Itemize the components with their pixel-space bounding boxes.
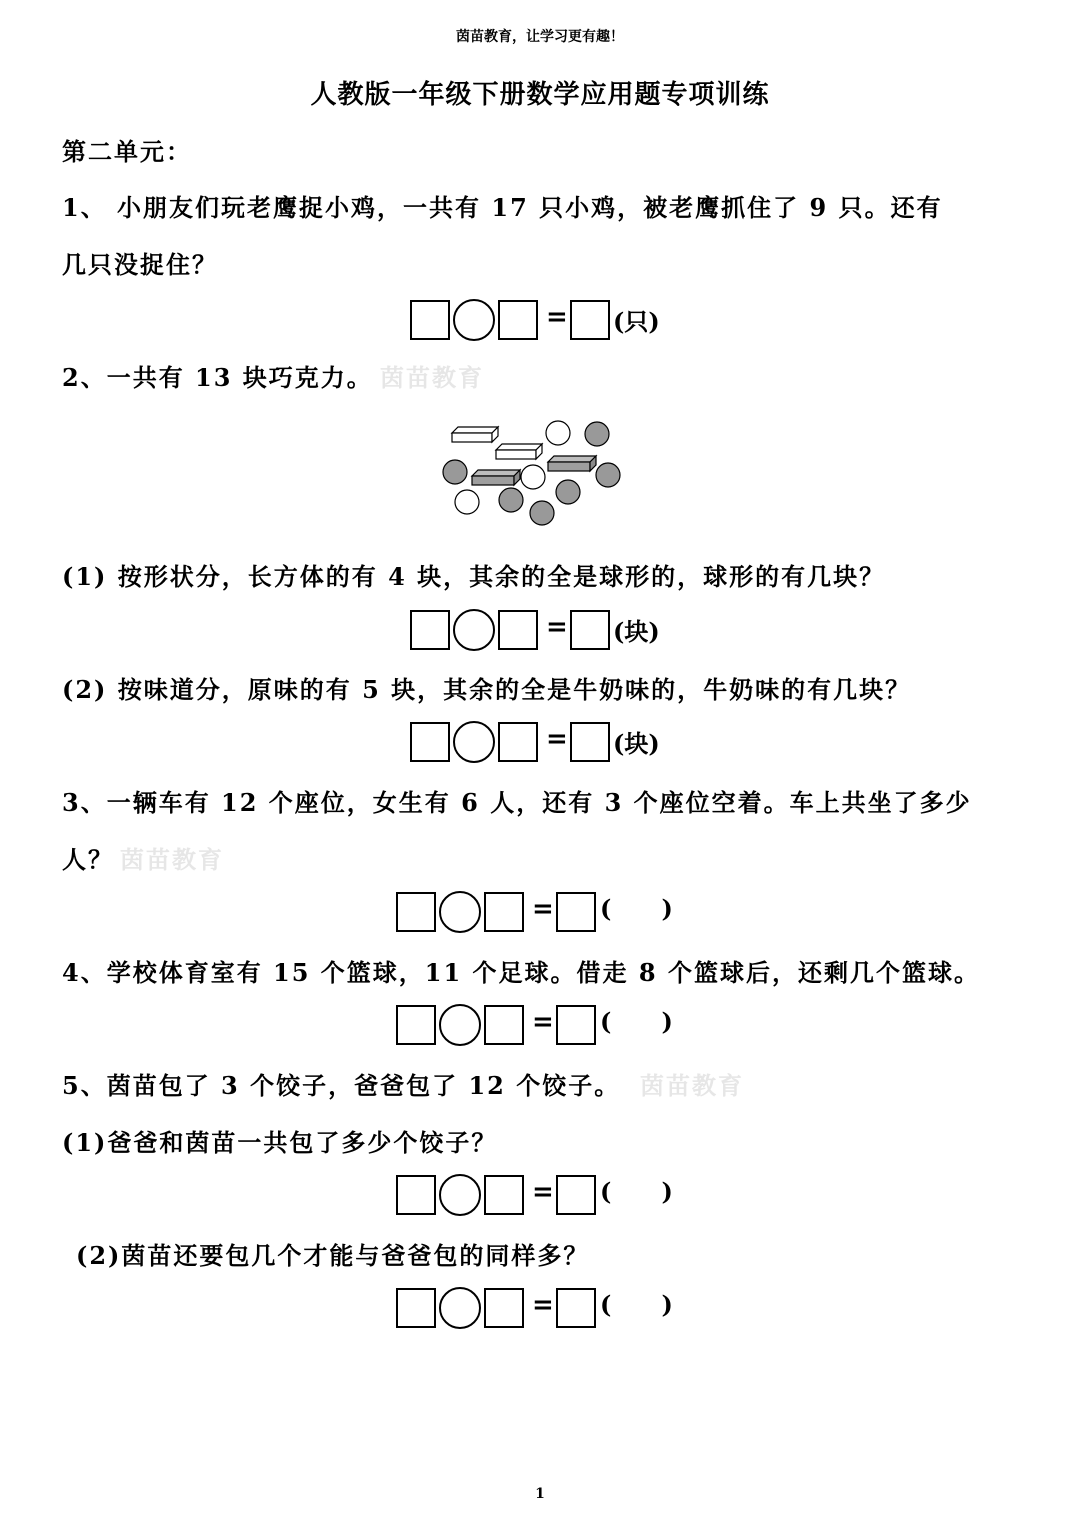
chocolates-illustration [440, 415, 630, 535]
unit-label: ( ) [600, 1007, 673, 1036]
ball-chocolate [546, 421, 570, 445]
q3-text-line1: 3、一辆车有 12 个座位，女生有 6 人，还有 3 个座位空着。车上共坐了多少 [62, 788, 972, 817]
ball-chocolate [455, 490, 479, 514]
unit-label: (只) [613, 307, 660, 336]
watermark: 茵苗教育 [380, 363, 484, 392]
q2-sub1-text: (1) 按形状分，长方体的有 4 块，其余的全是球形的，球形的有几块？ [62, 562, 886, 591]
answer-box[interactable] [396, 1288, 436, 1328]
result-box[interactable] [570, 610, 610, 650]
q3-equation [396, 890, 696, 934]
unit-label: (块) [613, 729, 660, 758]
answer-box[interactable] [410, 722, 450, 762]
q4-text: 4、学校体育室有 15 个篮球，11 个足球。借走 8 个篮球后，还剩几个篮球。 [62, 958, 980, 987]
page-header: 茵苗教育，让学习更有趣！ [456, 29, 624, 45]
equals-sign: = [546, 724, 568, 754]
cuboid-chocolate [548, 456, 596, 471]
operator-circle[interactable] [453, 609, 495, 651]
cuboid-chocolate [472, 470, 520, 485]
equals-sign: = [532, 894, 554, 924]
ball-chocolate [596, 463, 620, 487]
unit-label: ( ) [600, 1290, 673, 1319]
answer-box[interactable] [396, 1175, 436, 1215]
ball-chocolate [585, 422, 609, 446]
cuboid-chocolate [496, 444, 542, 459]
ball-chocolate [530, 501, 554, 525]
equals-sign: = [532, 1177, 554, 1207]
ball-chocolate [556, 480, 580, 504]
operator-circle[interactable] [439, 1174, 481, 1216]
answer-box[interactable] [484, 1288, 524, 1328]
unit-label: ( ) [600, 1177, 673, 1206]
ball-chocolate [443, 460, 467, 484]
answer-box[interactable] [484, 1005, 524, 1045]
page-number: 1 [535, 1486, 545, 1502]
result-box[interactable] [556, 1175, 596, 1215]
q5-sub1-text: (1)爸爸和茵苗一共包了多少个饺子？ [62, 1128, 498, 1157]
answer-box[interactable] [410, 610, 450, 650]
result-box[interactable] [570, 300, 610, 340]
answer-box[interactable] [498, 610, 538, 650]
q2-sub2-text: (2) 按味道分，原味的有 5 块，其余的全是牛奶味的，牛奶味的有几块？ [62, 675, 912, 704]
q5-sub2-equation [396, 1286, 696, 1330]
answer-box[interactable] [484, 1175, 524, 1215]
ball-chocolate [521, 465, 545, 489]
q2-sub1-equation [410, 608, 680, 652]
q5-text: 5、茵苗包了 3 个饺子，爸爸包了 12 个饺子。 [62, 1071, 621, 1100]
q1-equation [410, 298, 680, 342]
answer-box[interactable] [484, 892, 524, 932]
answer-box[interactable] [396, 1005, 436, 1045]
equals-sign: = [546, 302, 568, 332]
answer-box[interactable] [498, 722, 538, 762]
q2-text: 2、一共有 13 块巧克力。 [62, 363, 373, 392]
operator-circle[interactable] [439, 1004, 481, 1046]
equals-sign: = [532, 1290, 554, 1320]
result-box[interactable] [556, 1005, 596, 1045]
q2-sub2-equation [410, 720, 680, 764]
cuboid-chocolate [452, 427, 498, 442]
answer-box[interactable] [410, 300, 450, 340]
q5-sub1-equation [396, 1173, 696, 1217]
q1-text-line2: 几只没捉住？ [62, 250, 218, 279]
equals-sign: = [532, 1007, 554, 1037]
result-box[interactable] [570, 722, 610, 762]
operator-circle[interactable] [439, 1287, 481, 1329]
operator-circle[interactable] [453, 721, 495, 763]
answer-box[interactable] [396, 892, 436, 932]
unit-label: (块) [613, 617, 660, 646]
answer-box[interactable] [498, 300, 538, 340]
unit-label: ( ) [600, 894, 673, 923]
q3-text-line2: 人？ [62, 845, 114, 874]
result-box[interactable] [556, 1288, 596, 1328]
q1-text-line1: 1、 小朋友们玩老鹰捉小鸡，一共有 17 只小鸡，被老鹰抓住了 9 只。还有 [62, 193, 943, 222]
unit-heading: 第二单元： [62, 137, 192, 166]
q4-equation [396, 1003, 696, 1047]
operator-circle[interactable] [439, 891, 481, 933]
operator-circle[interactable] [453, 299, 495, 341]
equals-sign: = [546, 612, 568, 642]
watermark: 茵苗教育 [640, 1071, 744, 1100]
page-title: 人教版一年级下册数学应用题专项训练 [310, 80, 770, 110]
result-box[interactable] [556, 892, 596, 932]
ball-chocolate [499, 488, 523, 512]
q5-sub2-text: (2)茵苗还要包几个才能与爸爸包的同样多？ [76, 1241, 590, 1270]
watermark: 茵苗教育 [120, 845, 224, 874]
